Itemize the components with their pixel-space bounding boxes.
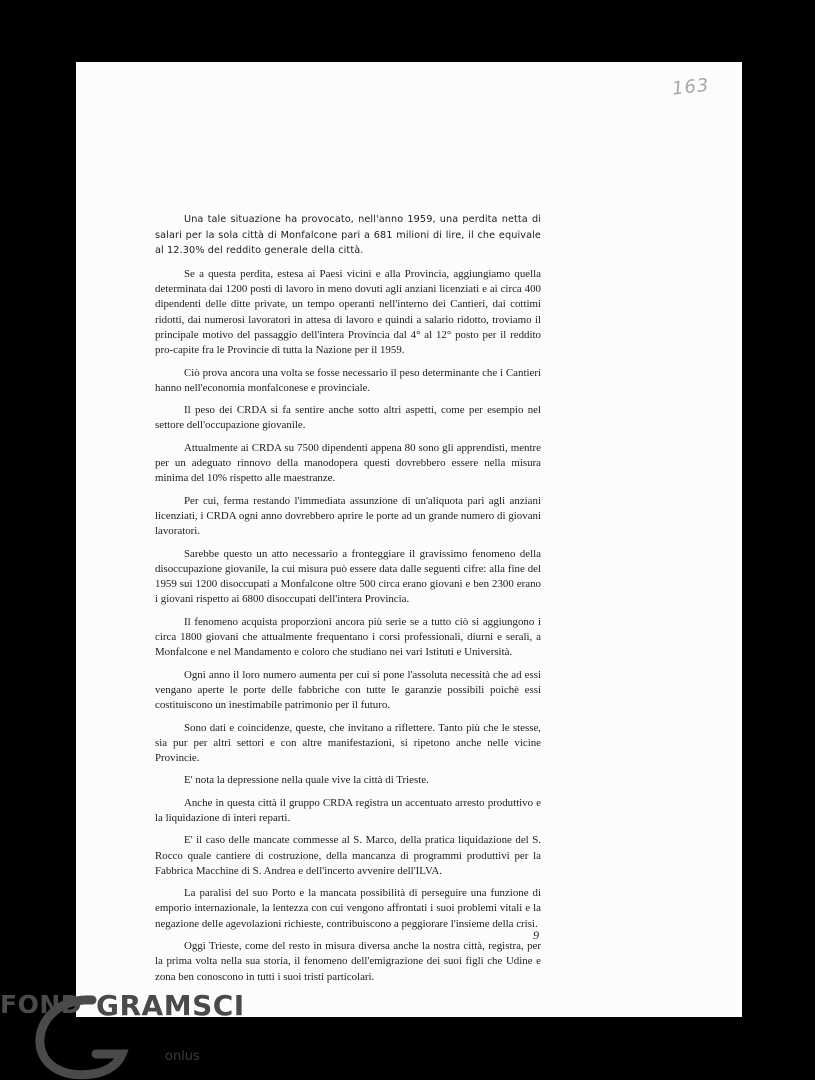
paragraph: Il peso dei CRDA si fa sentire anche sotto altri aspetti, come per esempio nel settore dell'occupazione giovanile.: [155, 404, 541, 432]
paragraph: Sono dati e coincidenze, queste, che invitano a riflettere. Tanto più che le stesse, sia pur per altri settori e con altre manifestazioni, si ripetono anche nelle vicine Provincie.: [155, 721, 541, 765]
paragraph: Ogni anno il loro numero aumenta per cui si pone l'assoluta necessità che ad essi vengano aperte le porte delle fabbriche con tutte le garanzie possibili poichè essi costituiscono un inestimabile patrimonio per il futuro.: [155, 668, 541, 712]
watermark-brand-right: GRAMSCI: [96, 989, 245, 1022]
watermark-suffix: onlus: [165, 1049, 200, 1064]
paragraph: Attualmente ai CRDA su 7500 dipendenti appena 80 sono gli apprendisti, mentre per un adeguato rinnovo della manodopera questi dovrebbero essere nella misura minima del 10% rispetto alle maestranze.: [155, 441, 541, 485]
body-text: [155, 212, 541, 992]
paragraph: Ciò prova ancora una volta se fosse necessario il peso determinante che i Cantieri hanno nell'economia monfalconese e provinciale.: [155, 366, 541, 394]
archive-number: 163: [671, 74, 711, 100]
paragraph: La paralisi del suo Porto e la mancata possibilità di perseguire una funzione di emporio internazionale, la lentezza con cui vengono affrontati i suoi problemi vitali e la negazione delle agevolazioni richieste, contribuiscono a peggiorare l'insieme della crisi.: [155, 887, 541, 930]
paragraph: Il fenomeno acquista proporzioni ancora più serie se a tutto ciò si aggiungono i circa 1800 giovani che attualmente frequentano i corsi professionali, diurni e serali, a Monfalcone e nel Mandamento e coloro che studiano nei vari Istituti e Università.: [155, 615, 541, 659]
watermark-brand-left: FOND: [0, 990, 83, 1019]
watermark-logo: [0, 988, 245, 1080]
paragraph: Una tale situazione ha provocato, nell'anno 1959, una perdita netta di salari per la sola città di Monfalcone pari a 681 milioni di lire, il che equivale al 12.30% del reddito generale della città.: [155, 214, 541, 257]
paragraph: Anche in questa città il gruppo CRDA registra un accentuato arresto produttivo e la liquidazione di interi reparti.: [155, 796, 541, 824]
paragraph: E' il caso delle mancate commesse al S. Marco, della pratica liquidazione del S. Rocco quale cantiere di costruzione, della mancanza di programmi produttivi per la Fabbrica Macchine di S. Andrea e dell'incerto avvenire dell'ILVA.: [155, 834, 541, 877]
page-number: 9: [533, 928, 539, 942]
paragraph: Se a questa perdita, estesa ai Paesi vicini e alla Provincia, aggiungiamo quella determinata dai 1200 posti di lavoro in meno dovuti agli anziani licenziati e ai circa 400 dipendenti delle ditte private, un tempo operanti nell'interno dei Cantieri, dai cottimi ridotti, dai numerosi lavoratori in attesa di lavoro e quindi a salario ridotto, troviamo il principale motivo del passaggio dell'intera Provincia dal 4° al 12° posto per il reddito pro-capite fra le Provincie di tutta la Nazione per il 1959.: [155, 267, 541, 357]
paragraph: Per cui, ferma restando l'immediata assunzione di un'aliquota pari agli anziani licenziati, i CRDA ogni anno dovrebbero aprire le porte ad un grande numero di giovani lavoratori.: [155, 494, 541, 538]
paragraph: Oggi Trieste, come del resto in misura diversa anche la nostra città, registra, per la prima volta nella sua storia, il fenomeno dell'emigrazione dei suoi figli che Udine e zona ben conoscono in tutti i suoi tristi particolari.: [155, 940, 541, 983]
paragraph: Sarebbe questo un atto necessario a fronteggiare il gravissimo fenomeno della disoccupazione giovanile, la cui misura può essere data dalle seguenti cifre: alla fine del 1959 sui 1200 disoccupati a Monfalcone oltre 500 circa erano giovani e ben 2300 erano i giovani rispetto ai 6800 disoccupati dell'intera Provincia.: [155, 547, 541, 606]
paragraph: E' nota la depressione nella quale vive la città di Trieste.: [184, 774, 429, 787]
